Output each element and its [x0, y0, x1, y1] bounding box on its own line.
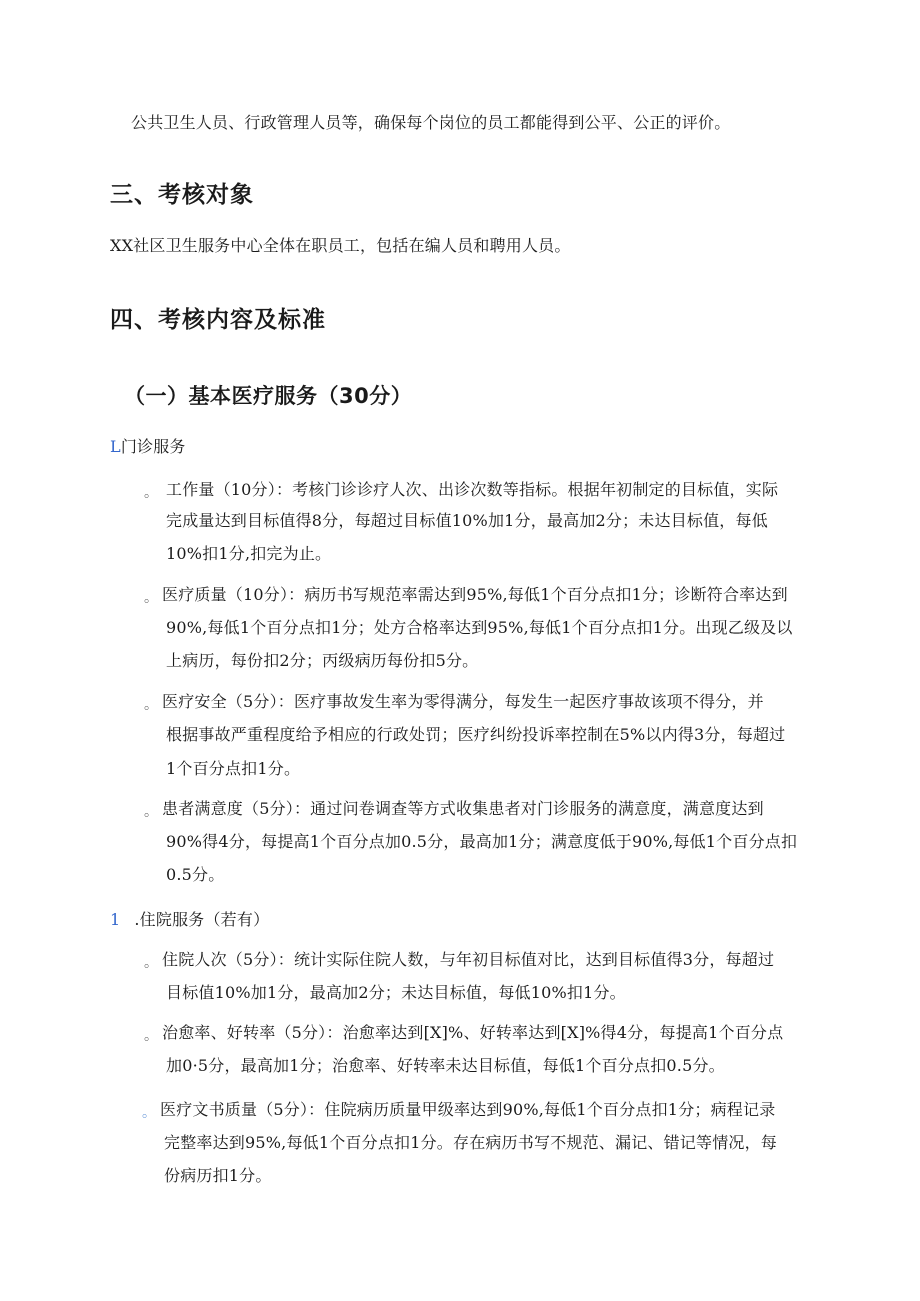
bullet-icon: 。: [144, 590, 158, 606]
list-item-line: 10%扣1分,扣完为止。: [166, 544, 332, 563]
list-item-line: 工作量（10分）：考核门诊诊疗人次、出诊次数等指标。根据年初制定的目标值，实际: [166, 480, 779, 499]
list-item-line: 上病历，每份扣2分；丙级病历每份扣5分。: [166, 651, 479, 670]
group2-title: [110, 910, 269, 930]
list-item-line: 加0·5分，最高加1分；治愈率、好转率未达目标值，每低1个百分点扣0.5分。: [166, 1056, 725, 1075]
list-item-line: 医疗安全（5分）：医疗事故发生率为零得满分，每发生一起医疗事故该项不得分，并: [162, 692, 764, 711]
section4-heading: 四、考核内容及标准: [110, 307, 326, 333]
list-item-line: 1个百分点扣1分。: [166, 759, 301, 778]
list-item-line: 完成量达到目标值得8分，每超过目标值10%加1分，最高加2分；未达目标值，每低: [166, 511, 768, 530]
list-item-line: 治愈率、好转率（5分）：治愈率达到[X]%、好转率达到[X]%得4分，每提高1个百分点: [162, 1023, 784, 1042]
bullet-icon: 。: [144, 804, 158, 820]
group1-title: [110, 437, 186, 457]
subsection1-heading: （一）基本医疗服务（30分）: [124, 384, 413, 408]
group1-marker: L: [110, 437, 121, 456]
intro-line: 公共卫生人员、行政管理人员等，确保每个岗位的员工都能得到公平、公正的评价。: [131, 113, 731, 132]
list-item-line: 医疗文书质量（5分）：住院病历质量甲级率达到90%,每低1个百分点扣1分；病程记录: [160, 1100, 776, 1119]
list-item-line: 完整率达到95%,每低1个百分点扣1分。存在病历书写不规范、漏记、错记等情况，每: [164, 1133, 778, 1152]
list-item-line: 目标值10%加1分，最高加2分；未达目标值，每低10%扣1分。: [166, 983, 626, 1002]
group2-marker: 1: [110, 910, 121, 929]
list-item-line: 份病历扣1分。: [164, 1166, 272, 1185]
bullet-icon: 。: [144, 697, 158, 713]
list-item-line: 0.5分。: [166, 865, 225, 884]
list-item-line: 患者满意度（5分）：通过问卷调查等方式收集患者对门诊服务的满意度，满意度达到: [162, 799, 764, 818]
list-item-line: 根据事故严重程度给予相应的行政处罚；医疗纠纷投诉率控制在5%以内得3分，每超过: [166, 725, 786, 744]
section3-text: XX社区卫生服务中心全体在职员工，包括在编人员和聘用人员。: [110, 236, 571, 255]
list-item-line: 住院人次（5分）：统计实际住院人数，与年初目标值对比，达到目标值得3分，每超过: [162, 950, 775, 969]
section3-heading: 三、考核对象: [110, 182, 254, 208]
group2-title-text: .住院服务（若有）: [134, 910, 270, 929]
bullet-icon: 。: [144, 955, 158, 971]
group1-title-text: 门诊服务: [120, 437, 186, 456]
bullet-icon: 。: [144, 485, 158, 501]
bullet-icon: 。: [142, 1105, 156, 1121]
list-item-line: 90%,每低1个百分点扣1分；处方合格率达到95%,每低1个百分点扣1分。出现乙级及以: [166, 618, 793, 637]
bullet-icon: 。: [144, 1028, 158, 1044]
list-item-line: 医疗质量（10分）：病历书写规范率需达到95%,每低1个百分点扣1分；诊断符合率达到: [162, 585, 788, 604]
list-item-line: 90%得4分，每提高1个百分点加0.5分，最高加1分；满意度低于90%,每低1个百分点扣: [166, 832, 798, 851]
